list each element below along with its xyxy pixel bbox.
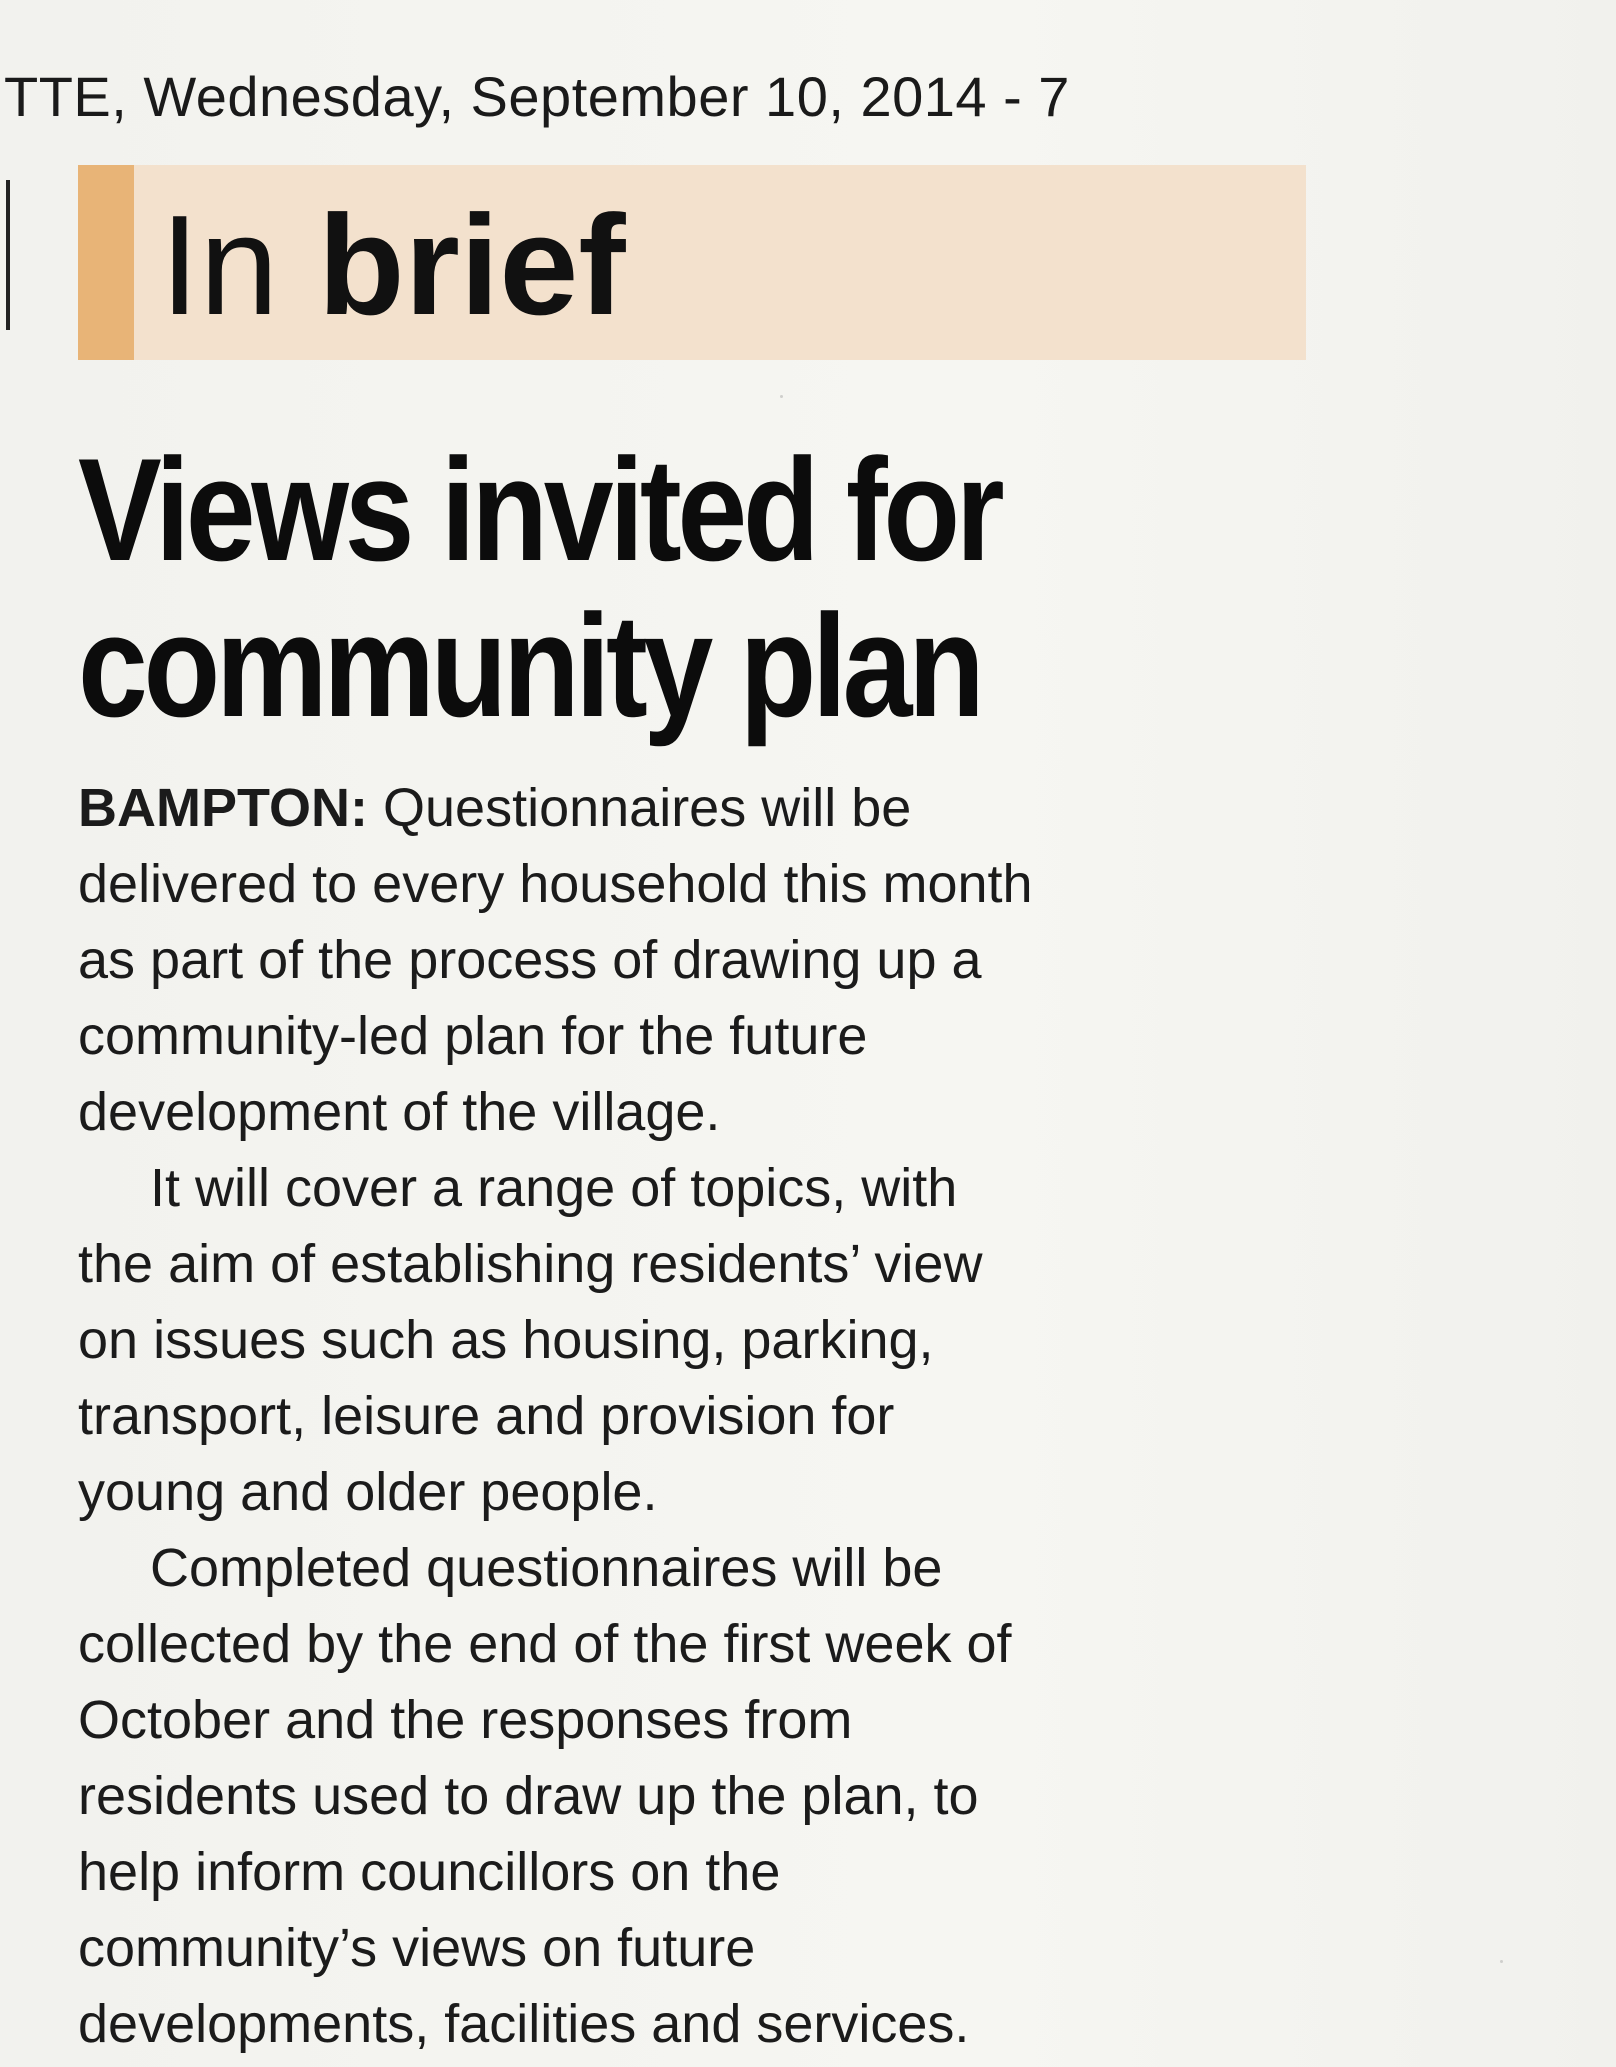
paragraph-line: on issues such as housing, parking, (78, 1310, 934, 1370)
paragraph-line: community’s views on future (78, 1918, 756, 1978)
article-paragraph-1 (78, 770, 1318, 1150)
article-paragraph-3 (78, 1530, 1318, 2062)
section-label (160, 186, 626, 346)
paragraph-line: developments, facilities and services. (78, 1994, 970, 2054)
paragraph-line: delivered to every household this month (78, 854, 1033, 914)
paper-speck (780, 395, 783, 398)
section-label-bold: brief (317, 186, 626, 345)
headline-line-1: Views invited for (78, 428, 1001, 591)
paragraph-line (78, 770, 1318, 846)
paragraph-line: the aim of establishing residents’ view (78, 1234, 983, 1294)
paragraph-line: October and the responses from (78, 1690, 853, 1750)
paragraph-line: community-led plan for the future (78, 1006, 868, 1066)
paragraph-line: as part of the process of drawing up a (78, 930, 982, 990)
section-label-light: In (160, 186, 318, 345)
paper-speck (1500, 1960, 1503, 1963)
paragraph-line: collected by the end of the first week of (78, 1614, 1012, 1674)
dateline-place: BAMPTON: (78, 778, 368, 838)
article-body (78, 770, 1318, 2062)
paragraph-text: Questionnaires will be (368, 778, 912, 838)
paragraph-line: development of the village. (78, 1082, 721, 1142)
page-dateline: TTE, Wednesday, September 10, 2014 - 7 (4, 65, 1070, 128)
paragraph-line: residents used to draw up the plan, to (78, 1766, 979, 1826)
paragraph-line: help inform councillors on the (78, 1842, 781, 1902)
article-headline (78, 428, 1162, 747)
section-banner-accent (78, 165, 134, 360)
paragraph-line: young and older people. (78, 1462, 658, 1522)
article-paragraph-2 (78, 1150, 1318, 1530)
headline-line-2: community plan (78, 584, 981, 747)
page-edge-rule (6, 180, 10, 330)
paragraph-line: Completed questionnaires will be (150, 1538, 943, 1598)
paragraph-line: It will cover a range of topics, with (150, 1158, 958, 1218)
paragraph-line: transport, leisure and provision for (78, 1386, 895, 1446)
